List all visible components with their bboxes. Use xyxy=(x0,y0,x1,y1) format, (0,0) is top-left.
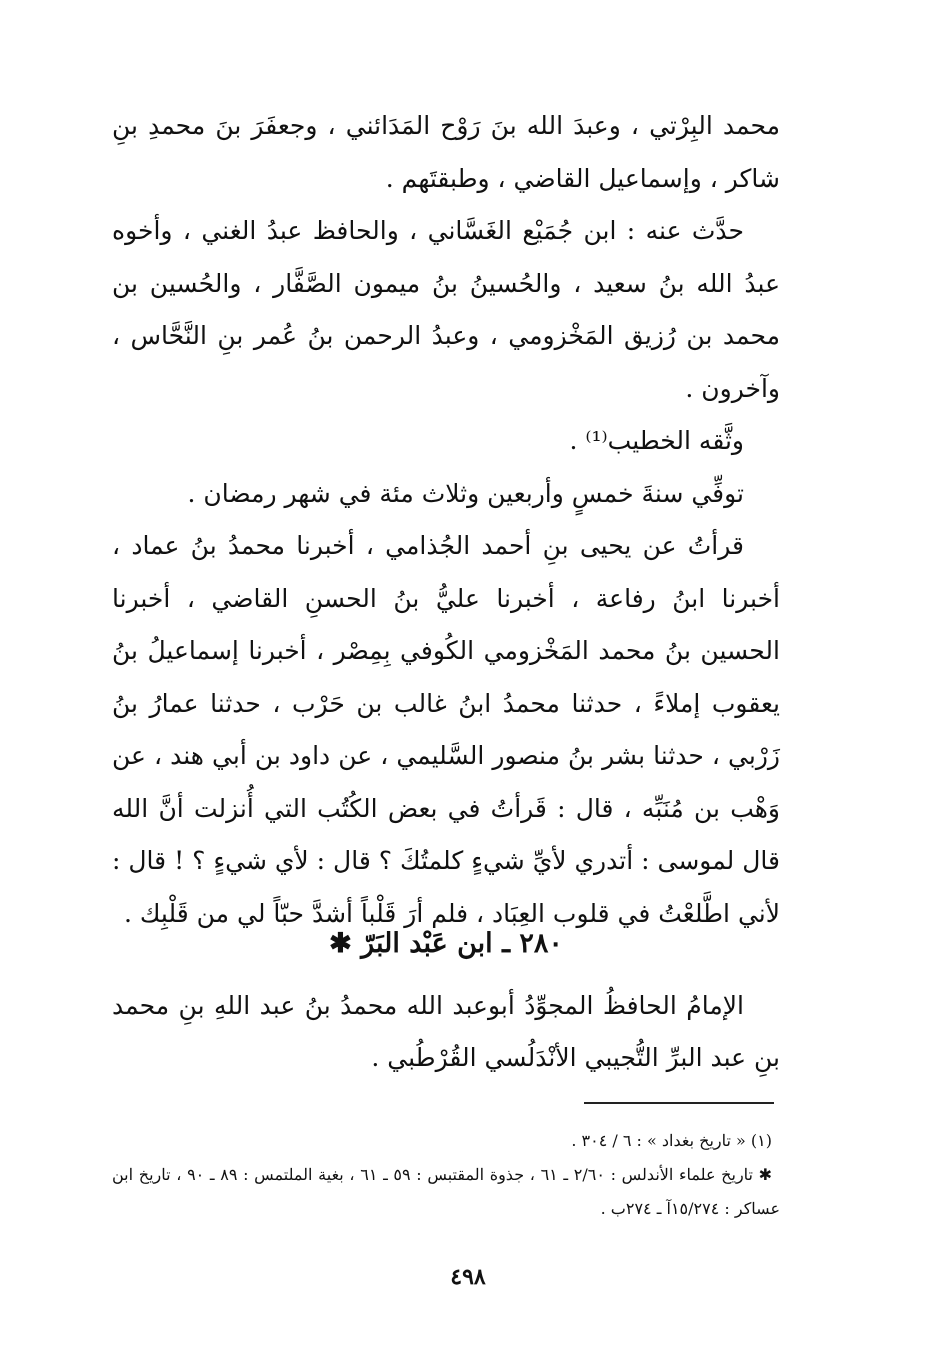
entry-bio xyxy=(112,980,780,1084)
footnote-separator xyxy=(584,1102,774,1104)
paragraph-students: حدَّث عنه : ابن جُمَيْع الغَسَّاني ، والحافظ عبدُ الغني ، وأخوه عبدُ الله بنُ سعيد ، والحُسينُ بنُ ميمون الصَّفَّار ، والحُسين بن محمد بن رُزيق المَخْزومي ، وعبدُ الرحمن بنُ عُمر بنِ النَّحَّاس ، وآخرون . xyxy=(112,216,780,403)
footnote-star: ✱ تاريخ علماء الأندلس : ٢/٦٠ ـ ٦١ ، جذوة المقتبس : ٥٩ ـ ٦١ ، بغية الملتمس : ٨٩ ـ ٩٠ ، تاريخ ابن عساكر : ١٥/٢٧٤آ ـ ٢٧٤ب . xyxy=(112,1165,780,1218)
footnotes xyxy=(112,1124,780,1226)
main-text xyxy=(112,100,780,940)
paragraph-hadith: قرأتُ عن يحيى بنِ أحمد الجُذامي ، أخبرنا محمدُ بنُ عماد ، أخبرنا ابنُ رفاعة ، أخبرنا عليُّ بنُ الحسنِ القاضي ، أخبرنا الحسين بنُ محمد المَخْزومي الكُوفي بِمِصْر ، أخبرنا إسماعيلُ بنُ يعقوب إملاءً ، حدثنا محمدُ ابنُ غالب بن حَرْب ، حدثنا عمارُ بنُ زَرْبي ، حدثنا بشر بنُ منصور السَّليمي ، عن داود بن أبي هند ، عن وَهْب بن مُنَبِّه ، قال : قَرأتُ في بعض الكُتُب التي أُنزلت أنَّ الله قال لموسى : أتدري لأيِّ شيءٍ كلمتُكَ ؟ قال : لأي شيءٍ ؟ ! قال : لأني اطَّلعْتُ في قلوب العِبَاد ، فلم أرَ قَلْباً أشدَّ حبّاً لي من قَلْبِك . xyxy=(112,531,780,928)
entry-title: ٢٨٠ ـ ابن عَبْد البَرّ ✱ xyxy=(329,928,563,959)
page-number: ٤٩٨ xyxy=(450,1264,486,1290)
paragraph-death: توفِّي سنةَ خمسٍ وأربعين وثلاث مئة في شهر رمضان . xyxy=(187,478,744,508)
footnote-1: (١) « تاريخ بغداد » : ٦ / ٣٠٤ . xyxy=(571,1131,772,1150)
bio-paragraph: الإمامُ الحافظُ المجوِّدُ أبوعبد الله محمدُ بنُ عبد اللهِ بنِ محمد بنِ عبد البرِّ التُّجيبي الأنْدَلُسي القُرْطُبي . xyxy=(112,991,780,1072)
paragraph-trustworthiness: وثَّقه الخطيب⁽¹⁾ . xyxy=(569,426,744,455)
paragraph-teachers: محمد البِرْتي ، وعبدَ الله بنَ رَوْح المَدَائني ، وجعفَرَ بنَ محمدِ بنِ شاكر ، وإسماعيل القاضي ، وطبقتَهم . xyxy=(112,111,780,193)
